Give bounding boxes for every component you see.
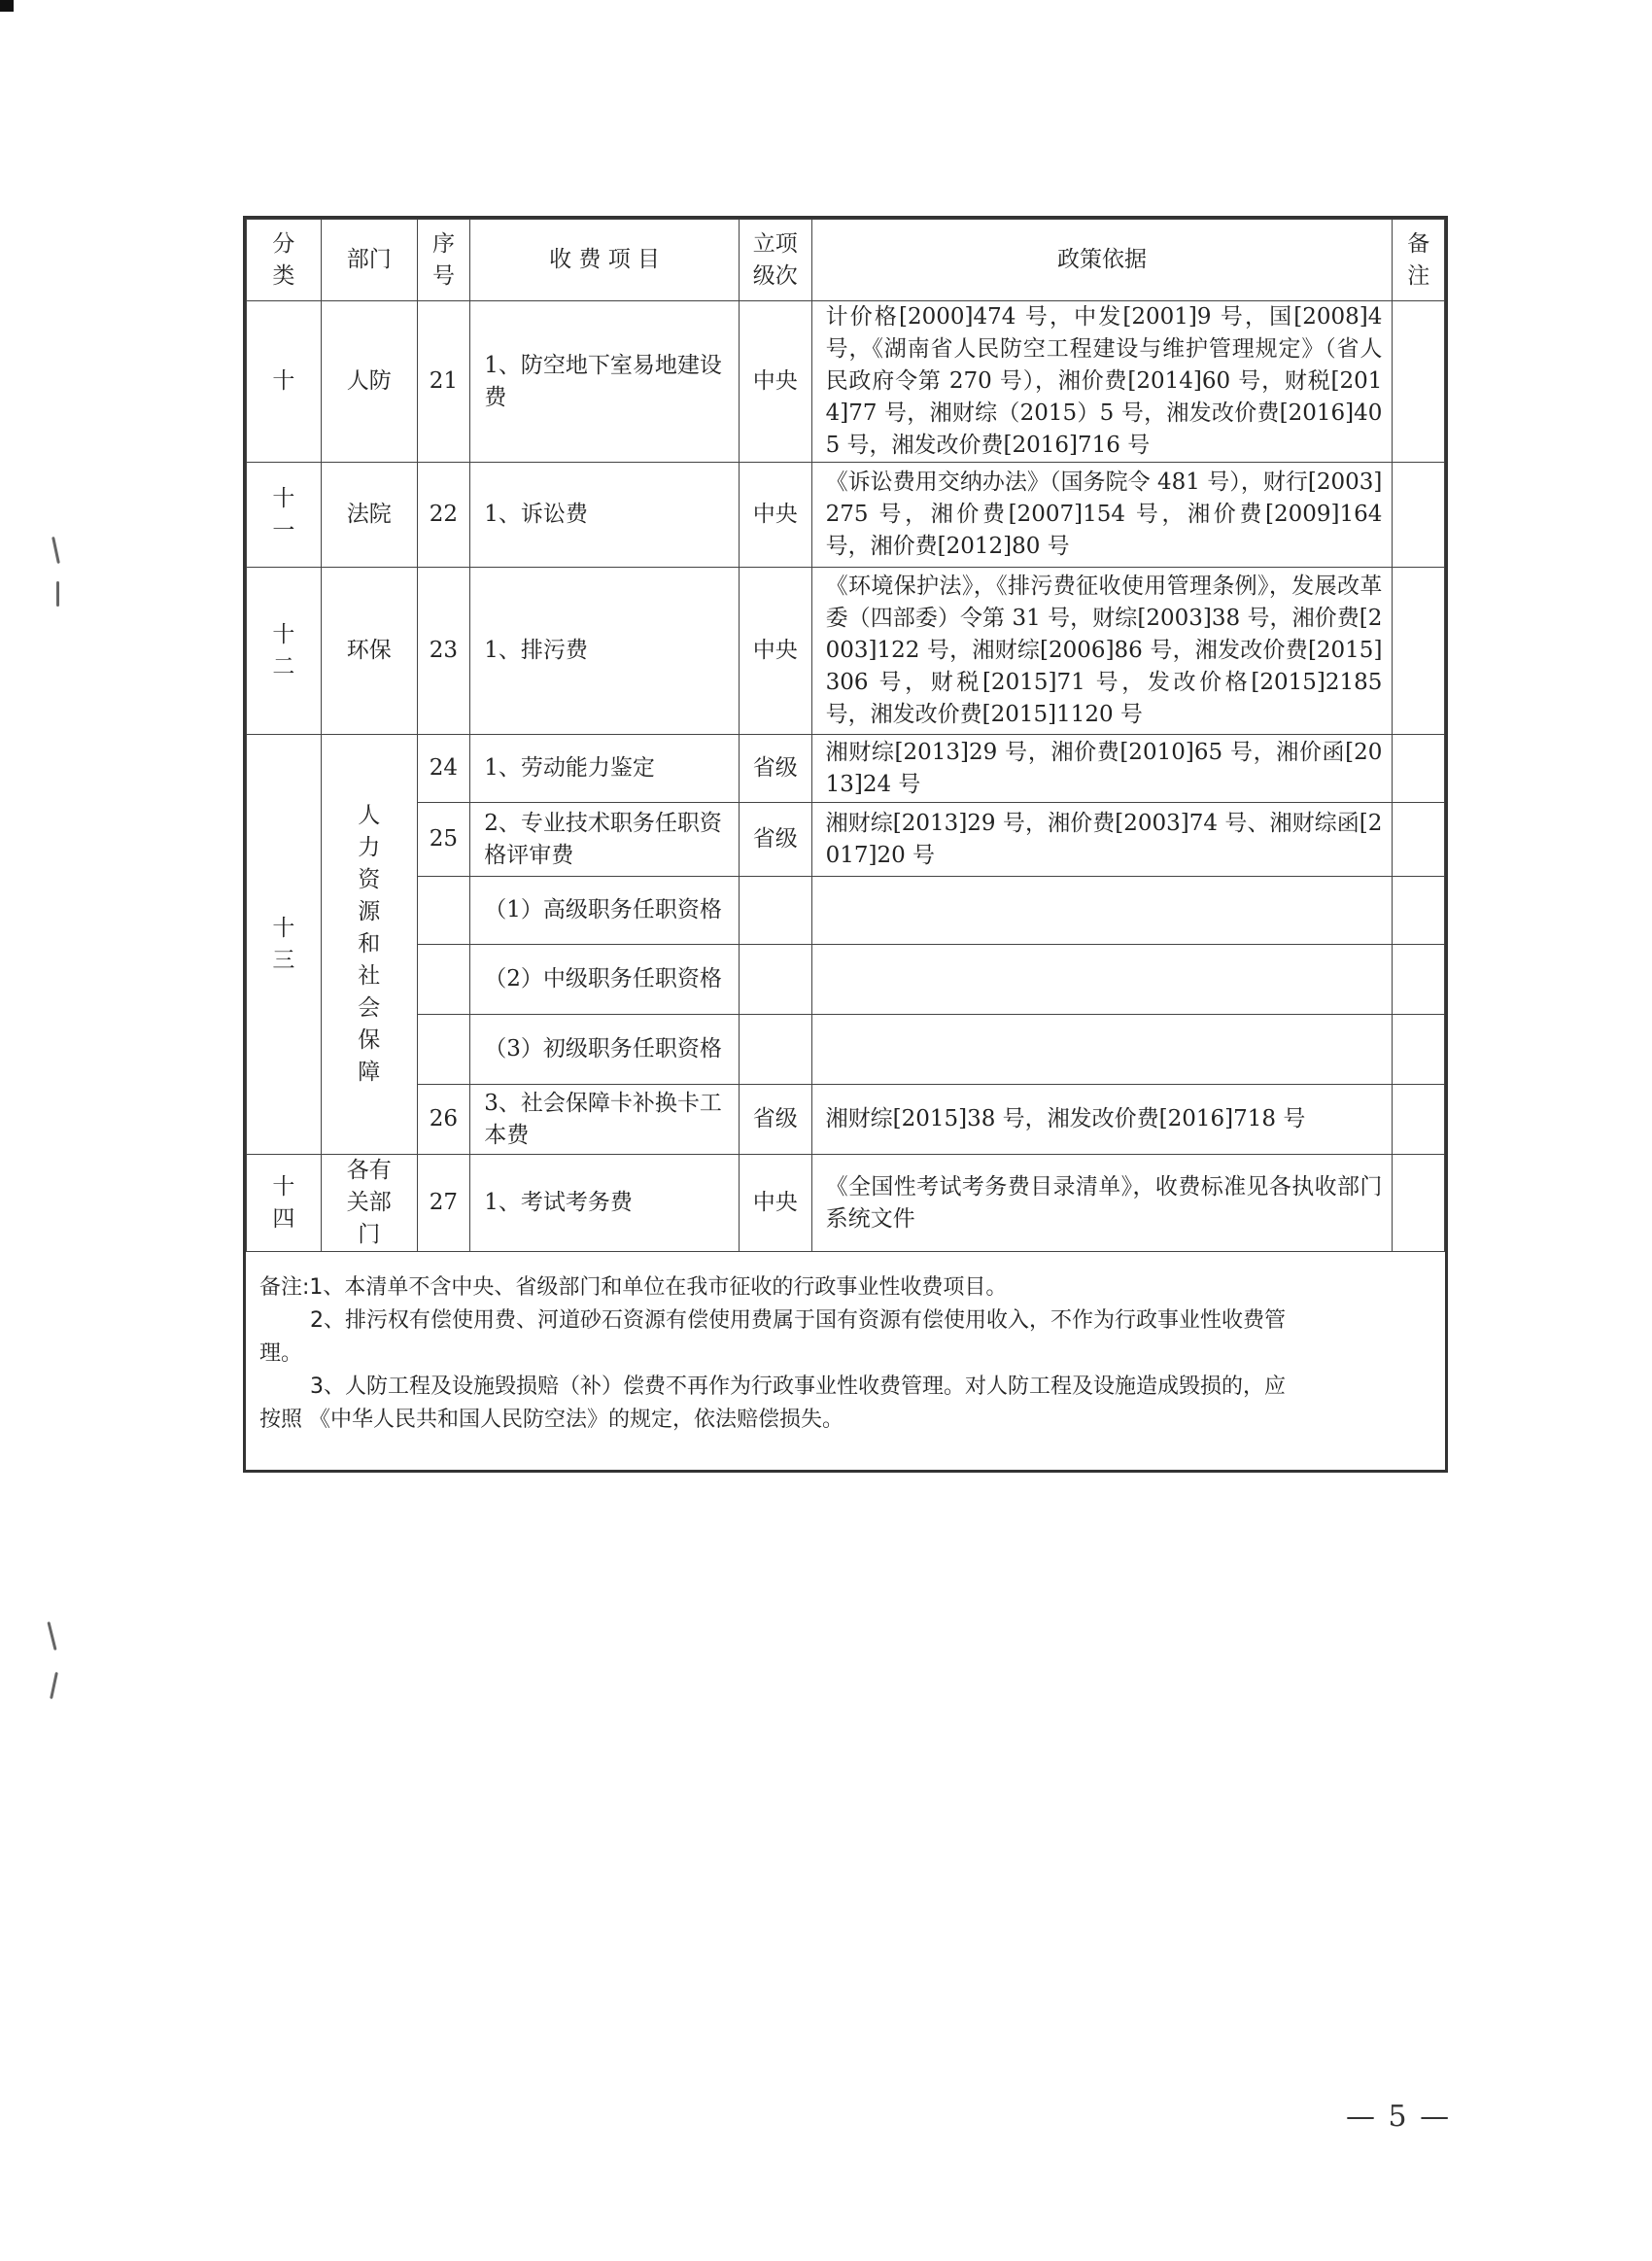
category-cell: 十四 (247, 1155, 322, 1252)
remark-cell (1393, 301, 1445, 463)
item-cell: 1、排污费 (470, 568, 740, 735)
binding-mark (50, 1672, 58, 1699)
item-cell: （3）初级职务任职资格 (470, 1015, 740, 1085)
level-cell: 省级 (739, 735, 811, 803)
basis-cell (811, 945, 1393, 1015)
table-row (247, 877, 1445, 945)
category-cell: 十一 (247, 463, 322, 568)
fee-table (246, 219, 1445, 1252)
remark-cell (1393, 463, 1445, 568)
header-category: 分类 (247, 220, 322, 301)
table-row (247, 463, 1445, 568)
note-2: 2、排污权有偿使用费、河道砂石资源有偿使用费属于国有资源有偿使用收入，不作为行政事业性收费管 (310, 1308, 1287, 1333)
seq-cell: 24 (417, 735, 470, 803)
header-department: 部门 (321, 220, 417, 301)
seq-cell: 21 (417, 301, 470, 463)
note-3: 3、人防工程及设施毁损赔（补）偿费不再作为行政事业性收费管理。对人防工程及设施造成毁损的，应 (310, 1374, 1287, 1399)
department-cell: 人防 (321, 301, 417, 463)
table-row (247, 568, 1445, 735)
page-number: — 5 — (1346, 2100, 1452, 2134)
level-cell: 省级 (739, 803, 811, 877)
table-row (247, 803, 1445, 877)
header-item: 收 费 项 目 (470, 220, 740, 301)
department-cell: 各有关部门 (321, 1155, 417, 1252)
basis-cell: 湘财综[2013]29 号，湘价费[2010]65 号，湘价函[2013]24 号 (811, 735, 1393, 803)
table-row (247, 1085, 1445, 1155)
item-cell: （2）中级职务任职资格 (470, 945, 740, 1015)
table-row (247, 1155, 1445, 1252)
level-cell: 中央 (739, 1155, 811, 1252)
remark-cell (1393, 945, 1445, 1015)
seq-cell: 22 (417, 463, 470, 568)
basis-cell: 湘财综[2015]38 号，湘发改价费[2016]718 号 (811, 1085, 1393, 1155)
basis-cell (811, 1015, 1393, 1085)
item-cell: 1、诉讼费 (470, 463, 740, 568)
remark-cell (1393, 568, 1445, 735)
level-cell: 中央 (739, 301, 811, 463)
note-2-continued: 理。 (259, 1341, 303, 1366)
binding-mark (47, 1621, 56, 1651)
table-row (247, 1015, 1445, 1085)
seq-cell: 25 (417, 803, 470, 877)
notes-section (259, 1271, 1437, 1437)
level-cell (739, 1015, 811, 1085)
item-cell: 2、专业技术职务任职资格评审费 (470, 803, 740, 877)
remark-cell (1393, 1085, 1445, 1155)
scan-corner-mark (0, 0, 14, 12)
basis-cell: 计价格[2000]474 号，中发[2001]9 号，国[2008]4 号，《湖南省人民防空工程建设与维护管理规定》（省人民政府令第 270 号），湘价费[2014]60 号，财税[2014]77 号，湘财综（2015）5 号，湘发改价费[2016]405 号，湘发改价费[2016]716 号 (811, 301, 1393, 463)
basis-cell: 《诉讼费用交纳办法》（国务院令 481 号），财行[2003]275 号，湘价费[2007]154 号，湘价费[2009]164 号，湘价费[2012]80 号 (811, 463, 1393, 568)
seq-cell (417, 945, 470, 1015)
category-cell: 十三 (247, 735, 322, 1155)
basis-cell (811, 877, 1393, 945)
seq-cell (417, 877, 470, 945)
seq-cell: 27 (417, 1155, 470, 1252)
remark-cell (1393, 803, 1445, 877)
item-cell: 1、防空地下室易地建设费 (470, 301, 740, 463)
basis-cell: 《环境保护法》，《排污费征收使用管理条例》，发展改革委（四部委）令第 31 号，财综[2003]38 号，湘价费[2003]122 号，湘财综[2006]86 号，湘发改价费[2015]306 号，财税[2015]71 号，发改价格[2015]2185 号，湘发改价费[2015]1120 号 (811, 568, 1393, 735)
remark-cell (1393, 1015, 1445, 1085)
department-cell: 人力资源和社会保障 (321, 735, 417, 1155)
table-row (247, 301, 1445, 463)
seq-cell: 26 (417, 1085, 470, 1155)
level-cell (739, 877, 811, 945)
header-basis: 政策依据 (811, 220, 1393, 301)
level-cell: 省级 (739, 1085, 811, 1155)
seq-cell (417, 1015, 470, 1085)
table-header-row (247, 220, 1445, 301)
binding-mark (56, 581, 59, 607)
item-cell: （1）高级职务任职资格 (470, 877, 740, 945)
seq-cell: 23 (417, 568, 470, 735)
level-cell: 中央 (739, 463, 811, 568)
fee-list-sheet (243, 216, 1448, 1473)
binding-mark (52, 537, 60, 564)
remark-cell (1393, 735, 1445, 803)
remark-cell (1393, 877, 1445, 945)
basis-cell: 《全国性考试考务费目录清单》，收费标准见各执收部门系统文件 (811, 1155, 1393, 1252)
header-level: 立项级次 (739, 220, 811, 301)
department-cell: 法院 (321, 463, 417, 568)
note-3-continued: 按照 《中华人民共和国人民防空法》的规定，依法赔偿损失。 (259, 1408, 843, 1432)
item-cell: 1、劳动能力鉴定 (470, 735, 740, 803)
level-cell: 中央 (739, 568, 811, 735)
category-cell: 十二 (247, 568, 322, 735)
basis-cell: 湘财综[2013]29 号，湘价费[2003]74 号、湘财综函[2017]20 号 (811, 803, 1393, 877)
item-cell: 1、考试考务费 (470, 1155, 740, 1252)
header-seq: 序号 (417, 220, 470, 301)
header-remark: 备注 (1393, 220, 1445, 301)
table-row (247, 735, 1445, 803)
note-1: 备注:1、本清单不含中央、省级部门和单位在我市征收的行政事业性收费项目。 (259, 1275, 1008, 1300)
item-cell: 3、社会保障卡补换卡工本费 (470, 1085, 740, 1155)
table-row (247, 945, 1445, 1015)
level-cell (739, 945, 811, 1015)
department-cell: 环保 (321, 568, 417, 735)
category-cell: 十 (247, 301, 322, 463)
remark-cell (1393, 1155, 1445, 1252)
